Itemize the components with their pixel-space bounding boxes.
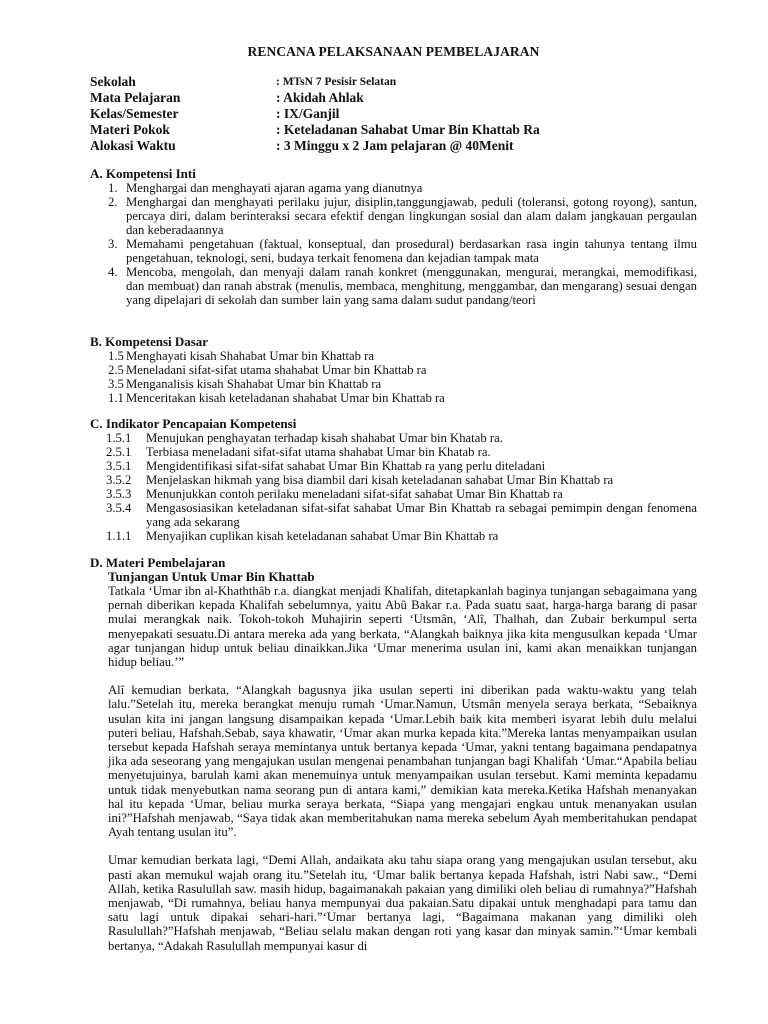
section-indikator xyxy=(90,416,697,543)
info-label: Kelas/Semester xyxy=(90,106,179,121)
list-number: 3.5.3 xyxy=(106,487,132,501)
list-item xyxy=(90,431,697,445)
section-heading: B. Kompetensi Dasar xyxy=(90,334,209,349)
info-table xyxy=(90,74,697,154)
section-kompetensi-dasar xyxy=(90,334,697,405)
info-value: : IX/Ganjil xyxy=(276,106,340,121)
materi-subheading: Tunjangan Untuk Umar Bin Khattab xyxy=(108,569,315,584)
list-item xyxy=(90,363,697,377)
section-kompetensi-inti xyxy=(90,166,697,307)
list-item xyxy=(90,377,697,391)
materi-paragraph: Tatkala ‘Umar ibn al-Khaththâb r.a. diangkat menjadi Khalifah, ditetapkanlah baginya tunjangan sebagaimana yang pernah diberikan kepada Khalifah sebelumnya, yaitu Abû Bakar r.a. Pada suatu saat, harga-harga barang di pasar mulai merangkak naik. Tokoh-tokoh Muhajirin seperti ‘Utsmân, ‘Alî, Thalhah, dan Zubair berkumpul serta menyepakati sesuatu.Di antara mereka ada yang berkata, “Alangkah baiknya jika kita mengusulkan kepada ‘Umar agar tunjangan hidup untuk beliau dinaikkan.Jika ‘Umar menerima usulan ini, kami akan menaikkan tunjangan hidup beliau.’” xyxy=(108,584,697,670)
list-text: Menyajikan cuplikan kisah keteladanan sahabat Umar Bin Khattab ra xyxy=(146,529,499,543)
list-text: Menunjukkan contoh perilaku meneladani sifat-sifat sahabat Umar Bin Khattab ra xyxy=(146,487,563,501)
list-text: Mencoba, mengolah, dan menyaji dalam ranah konkret (menggunakan, mengurai, merangkai, memodifikasi, dan membuat) dan ranah abstrak (menulis, membaca, menghitung, menggambar, dan mengarang) sesuai dengan yang dipelajari di sekolah dan sumber lain yang sama dalam sudut pandang/teori xyxy=(126,265,697,307)
list-text: Mengasosiasikan keteladanan sifat-sifat sahabat Umar Bin Khattab ra sebagai pemimpin dengan fenomena yang ada sekarang xyxy=(146,501,697,529)
list-item xyxy=(90,501,697,529)
list-text: Menjelaskan hikmah yang bisa diambil dari kisah keteladanan sahabat Umar Bin Khattab ra xyxy=(146,473,614,487)
kompetensi-dasar-list xyxy=(90,349,697,405)
list-item xyxy=(90,529,697,543)
list-item xyxy=(90,195,697,237)
list-item xyxy=(90,265,697,307)
list-item xyxy=(90,181,697,195)
list-text: Menghargai dan menghayati perilaku jujur, disiplin,tanggungjawab, peduli (toleransi, gotong royong), santun, percaya diri, dalam berinteraksi secara efektif dengan lingkungan sosial dan alam dalam jangkauan pergaulan dan keberadaannya xyxy=(126,195,697,237)
list-item xyxy=(90,349,697,363)
info-label: Mata Pelajaran xyxy=(90,90,181,105)
list-text: Meneladani sifat-sifat utama shahabat Umar bin Khattab ra xyxy=(126,363,427,377)
list-number: 4. xyxy=(108,265,118,279)
list-item xyxy=(90,237,697,265)
info-row-kelas-semester xyxy=(90,106,697,122)
list-number: 1.5.1 xyxy=(106,431,132,445)
list-number: 1.1.1 xyxy=(106,529,132,543)
list-number: 3. xyxy=(108,237,118,251)
list-text: Terbiasa meneladani sifat-sifat utama shahabat Umar bin Khatab ra. xyxy=(146,445,491,459)
list-item xyxy=(90,473,697,487)
list-number: 2.5.1 xyxy=(106,445,132,459)
list-number: 2.5 xyxy=(108,363,124,377)
list-number: 1.1 xyxy=(108,391,124,405)
list-number: 3.5 xyxy=(108,377,124,391)
section-materi xyxy=(90,555,697,953)
section-heading: C. Indikator Pencapaian Kompetensi xyxy=(90,416,297,431)
list-item xyxy=(90,445,697,459)
list-number: 3.5.1 xyxy=(106,459,132,473)
info-value: : Akidah Ahlak xyxy=(276,90,364,105)
info-value: : 3 Minggu x 2 Jam pelajaran @ 40Menit xyxy=(276,138,514,153)
info-value: : MTsN 7 Pesisir Selatan xyxy=(276,76,397,88)
info-label: Materi Pokok xyxy=(90,122,170,137)
list-text: Menceritakan kisah keteladanan shahabat Umar bin Khattab ra xyxy=(126,391,445,405)
list-number: 2. xyxy=(108,195,118,209)
info-row-materi-pokok xyxy=(90,122,697,138)
info-label: Alokasi Waktu xyxy=(90,138,176,153)
list-text: Memahami pengetahuan (faktual, konseptual, dan prosedural) berdasarkan rasa ingin tahunya tentang ilmu pengetahuan, teknologi, seni, budaya terkait fenomena dan kejadian tampak mata xyxy=(126,237,697,265)
list-item xyxy=(90,391,697,405)
section-heading: A. Kompetensi Inti xyxy=(90,166,196,181)
list-item xyxy=(90,459,697,473)
list-number: 3.5.2 xyxy=(106,473,132,487)
list-number: 1.5 xyxy=(108,349,124,363)
indikator-list xyxy=(90,431,697,543)
list-text: Menghayati kisah Shahabat Umar bin Khattab ra xyxy=(126,349,375,363)
info-value: : Keteladanan Sahabat Umar Bin Khattab Ra xyxy=(276,122,540,137)
list-text: Menujukan penghayatan terhadap kisah shahabat Umar bin Khatab ra. xyxy=(146,431,503,445)
list-number: 1. xyxy=(108,181,118,195)
info-label: Sekolah xyxy=(90,74,136,89)
info-row-sekolah xyxy=(90,74,697,90)
list-text: Menghargai dan menghayati ajaran agama yang dianutnya xyxy=(126,181,423,195)
kompetensi-inti-list xyxy=(90,181,697,307)
materi-paragraph: Alî kemudian berkata, “Alangkah bagusnya jika usulan seperti ini diberikan pada waktu-waktu yang telah lalu.”Setelah itu, mereka berangkat menuju rumah ‘Umar.Namun, Utsmân menyela seraya berkata, “Sebaiknya usulan kita ini jangan langsung disampaikan kepada ‘Umar.Lebih baik kita memberi isyarat lebih dulu melalui puteri beliau, Hafshah.Sebab, saya khawatir, ‘Umar akan murka kepada kita.”Mereka lantas menyampaikan usulan tersebut kepada Hafshah seraya memintanya untuk bertanya kepada ‘Umar, yakni tentang bagaimana pendapatnya jika ada seseorang yang mengajukan usulan mengenai penambahan tunjangan bagi Khalifah ‘Umar.“Apabila beliau menyetujuinya, barulah kami akan menemuinya untuk menyampaikan usulan tersebut. Kami meminta kepadamu untuk tidak menyebutkan nama seorang pun di antara kami,” demikian kata mereka.Ketika Hafshah menanyakan hal itu kepada ‘Umar, beliau murka seraya berkata, “Siapa yang mengajari engkau untuk menanyakan usulan ini?”Hafshah menjawab, “Saya tidak akan memberitahukan nama mereka sebelum Ayah memberitahukan pendapat Ayah tentang usulan itu”. xyxy=(108,683,697,840)
info-row-alokasi-waktu xyxy=(90,138,697,154)
list-text: Mengidentifikasi sifat-sifat sahabat Umar Bin Khattab ra yang perlu diteladani xyxy=(146,459,546,473)
document-title: RENCANA PELAKSANAAN PEMBELAJARAN xyxy=(247,44,540,59)
materi-paragraph: Umar kemudian berkata lagi, “Demi Allah, andaikata aku tahu siapa orang yang mengajukan usulan tersebut, aku pasti akan memukul wajah orang itu.”Setelah itu, ‘Umar balik bertanya kepada Hafshah, istri Nabi saw., “Demi Allah, ketika Rasulullah saw. masih hidup, bagaimanakah pakaian yang dimiliki oleh beliau di rumahnya?”Hafshah menjawab, “Di rumahnya, beliau hanya mempunyai dua pakaian.Satu dipakai untuk menghadapi para tamu dan satu lagi untuk dipakai sehari-hari.”‘Umar bertanya lagi, “Bagaimana makanan yang dimiliki oleh Rasulullah?”Hafshah menjawab, “Beliau selalu makan dengan roti yang kasar dan minyak samin.”‘Umar kembali bertanya, “Adakah Rasulullah mempunyai kasur di xyxy=(108,853,697,953)
section-heading: D. Materi Pembelajaran xyxy=(90,555,226,570)
info-row-mata-pelajaran xyxy=(90,90,697,106)
list-item xyxy=(90,487,697,501)
list-number: 3.5.4 xyxy=(106,501,132,515)
list-text: Menganalisis kisah Shahabat Umar bin Khattab ra xyxy=(126,377,382,391)
